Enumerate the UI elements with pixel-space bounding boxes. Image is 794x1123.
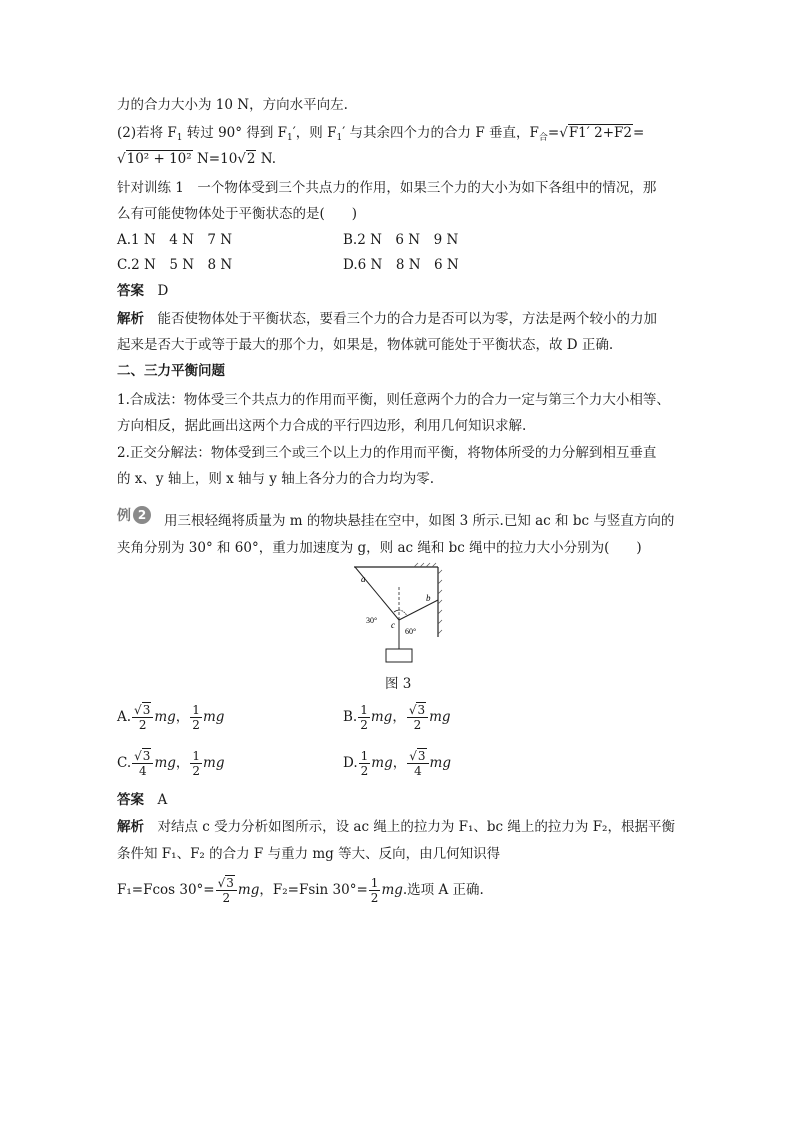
text-line: 力的合力大小为 10 N，方向水平向左. <box>117 97 348 113</box>
option-b: B.2 N 6 N 9 N <box>343 232 459 248</box>
mg: mg <box>154 709 176 725</box>
text-segment: = <box>632 125 645 141</box>
answer-label: 答案 <box>117 792 144 808</box>
explanation-label: 解析 <box>117 311 144 327</box>
training-question: 针对训练 1 一个物体受到三个共点力的作用，如果三个力的大小为如下各组中的情况，那 <box>117 180 657 196</box>
explanation-1-cont: 起来是否大于或等于最大的那个力，如果是，物体就可能处于平衡状态，故 D 正确. <box>117 337 614 353</box>
fraction: $\frac{1}{2}$ <box>370 876 379 905</box>
text-segment: N=10 <box>192 151 238 167</box>
explanation-label: 解析 <box>117 819 144 835</box>
method-1: 1.合成法：物体受三个共点力的作用而平衡，则任意两个力的合力一定与第三个力大小相等、 <box>117 392 670 408</box>
subscript: 1 <box>176 133 183 143</box>
label-60deg: 60° <box>405 627 417 636</box>
explanation-1 <box>117 310 657 328</box>
answer-value: D <box>157 283 169 299</box>
figure-caption: 图 3 <box>385 676 412 692</box>
explanation-2 <box>117 818 675 836</box>
section-heading: 二、三力平衡问题 <box>117 363 225 379</box>
example-option-d: D. $\frac{1}{2}$ mg， $\frac{√3}{4}$ mg <box>343 749 451 778</box>
label-b: b <box>426 593 431 603</box>
example-label: 例 <box>117 508 131 524</box>
fraction: $\frac{1}{2}$ <box>192 703 200 732</box>
sqrt-expression: F1′ 2+F2 <box>568 125 632 141</box>
text-segment: ′ 与其余四个力的合力 F 垂直，F <box>342 125 539 141</box>
answer-label: 答案 <box>117 283 144 299</box>
example-option-b: B. $\frac{1}{2}$ mg， $\frac{√3}{2}$ mg <box>343 703 451 732</box>
rope-bc <box>399 600 438 620</box>
example-badge <box>117 505 151 525</box>
wall-hatch <box>438 570 442 634</box>
option-a: A.1 N 4 N 7 N <box>117 232 233 248</box>
text-segment: ′，则 F <box>292 125 337 141</box>
example-option-c: C. $\frac{√3}{4}$ mg， $\frac{1}{2}$ mg <box>117 749 225 778</box>
subscript: 1 <box>286 133 293 143</box>
label-c: c <box>391 620 395 630</box>
training-question-cont: 么有可能使物体处于平衡状态的是( ) <box>117 206 358 222</box>
fraction: $\frac{1}{2}$ <box>192 749 201 778</box>
hanging-block <box>386 649 412 662</box>
method-2-cont: 的 x、y 轴上，则 x 轴与 y 轴上各分力的合力均为零. <box>117 471 435 487</box>
method-1-cont: 方向相反，据此画出这两个力合成的平行四边形，利用几何知识求解. <box>117 418 527 434</box>
example-text-cont: 夹角分别为 30° 和 60°，重力加速度为 g，则 ac 绳和 bc 绳中的拉力大小分别为( ) <box>117 540 642 556</box>
text-line: (2)若将 $F_1$ 转过 90° 得到 $F_1'$，则 $F_1'$ 与其余四个力的合力 F 垂直，$F_合=√F1'$ 2+F2= <box>117 125 645 143</box>
example-text: 用三根轻绳将质量为 m 的物块悬挂在空中，如图 3 所示.已知 ac 和 bc 与竖直方向的 <box>164 513 675 529</box>
option-letter: D. <box>343 755 358 771</box>
text-segment: (2)若将 F <box>117 125 177 141</box>
subscript: 1 <box>336 133 343 143</box>
text-segment: N. <box>256 151 277 167</box>
example-number: 2 <box>133 506 151 524</box>
text-segment: = <box>547 125 560 141</box>
fraction: $\frac{√3}{2}$ <box>132 703 153 732</box>
explanation-2-cont: 条件知 F₁、F₂ 的合力 F 与重力 mg 等大、反向，由几何知识得 <box>117 846 501 862</box>
fraction: $\frac{√3}{4}$ <box>407 749 428 778</box>
answer-1 <box>117 282 168 300</box>
explanation-text: 能否使物体处于平衡状态，要看三个力的合力是否可以为零，方法是两个较小的力加 <box>157 311 657 327</box>
option-d: D.6 N 8 N 6 N <box>343 257 459 273</box>
fraction: $\frac{√3}{2}$ <box>216 876 237 905</box>
answer-value: A <box>157 792 168 808</box>
option-letter: A. <box>117 709 132 725</box>
sqrt-expression: 10² + 10² <box>126 151 192 167</box>
label-a: a <box>361 574 366 584</box>
answer-2 <box>117 791 167 809</box>
subscript: 合 <box>538 133 548 143</box>
option-letter: C. <box>117 755 132 771</box>
explanation-2-formula: F₁=Fcos 30°= $\frac{√3}{2}$ mg，F₂=Fsin 30°= $\frac{1}{2}$ mg.选项 A 正确. <box>117 876 484 905</box>
option-letter: B. <box>343 709 358 725</box>
fraction: $\frac{√3}{2}$ <box>407 703 428 732</box>
fraction: $\frac{√3}{4}$ <box>132 749 153 778</box>
sqrt-expression: 2 <box>246 151 256 167</box>
text-line: √10² + 10² N=10√2 N. <box>117 151 277 167</box>
option-c: C.2 N 5 N 8 N <box>117 257 233 273</box>
text-segment: 转过 90° 得到 F <box>182 125 287 141</box>
explanation-text: 对结点 c 受力分析如图所示，设 ac 绳上的拉力为 F₁、bc 绳上的拉力为 F₂，根据平衡 <box>157 819 675 835</box>
example-option-a: A. $\frac{√3}{2}$ mg， $\frac{1}{2}$ mg <box>117 703 225 732</box>
method-2: 2.正交分解法：物体受到三个或三个以上力的作用而平衡，将物体所受的力分解到相互垂直 <box>117 445 657 461</box>
fraction: $\frac{1}{2}$ <box>360 703 368 732</box>
label-30deg: 30° <box>366 616 378 625</box>
figure-3 <box>350 562 450 666</box>
fraction: $\frac{1}{2}$ <box>360 749 369 778</box>
